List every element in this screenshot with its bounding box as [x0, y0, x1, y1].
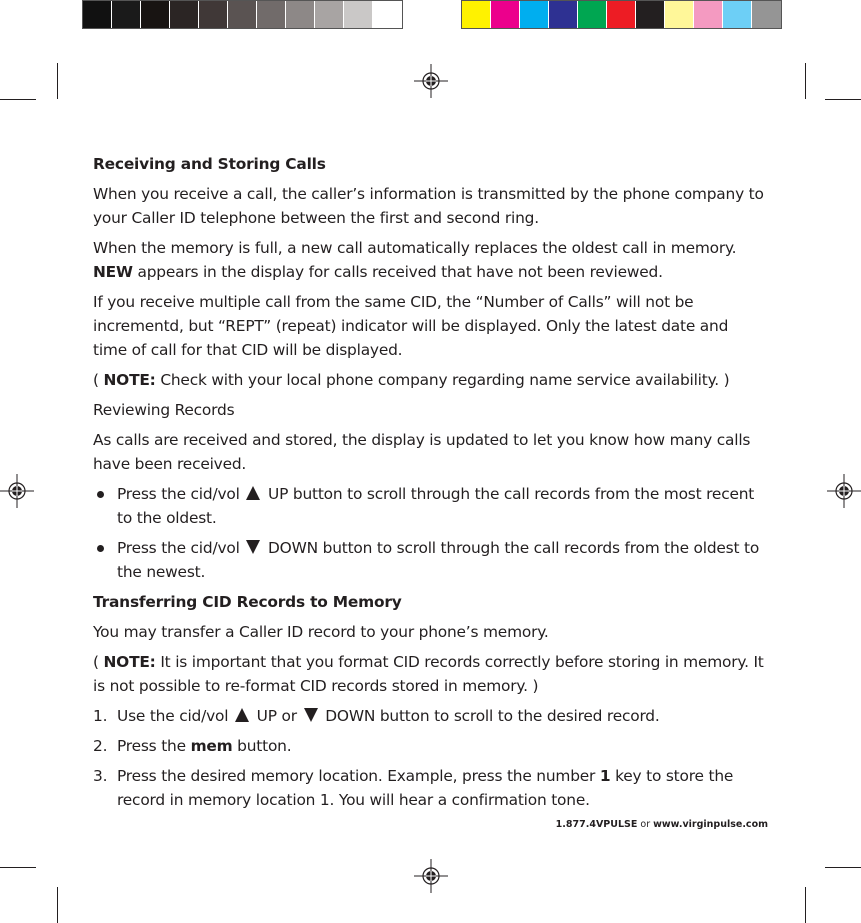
bullet-scroll-up — [93, 482, 765, 530]
color-swatch — [199, 1, 228, 28]
step-number: 1. — [93, 707, 108, 725]
step-text: Press the — [117, 737, 191, 755]
footer-or: or — [637, 819, 654, 830]
color-swatch — [286, 1, 315, 28]
bullet-text: Press the cid/vol — [117, 539, 245, 557]
color-swatch — [723, 1, 752, 28]
manual-page-content — [93, 152, 765, 818]
color-swatch — [112, 1, 141, 28]
step-text-end: key to store the record in memory location 1. You will hear a confirmation tone. — [117, 767, 734, 809]
step-1 — [93, 704, 765, 728]
step-text: Press the desired memory location. Example, press the number — [117, 767, 600, 785]
step-text-end: button. — [232, 737, 292, 755]
heading-receiving-storing: Receiving and Storing Calls — [93, 155, 326, 173]
grayscale-color-bar — [82, 0, 403, 29]
footer-website: www.virginpulse.com — [653, 819, 768, 830]
heading-transferring: Transferring CID Records to Memory — [93, 593, 402, 611]
paragraph-receive-call: When you receive a call, the caller’s information is transmitted by the phone company to your Caller ID telephone between the first and second ring. — [93, 185, 764, 227]
note-text: Check with your local phone company regarding name service availability. ) — [155, 371, 730, 389]
mem-key-label: mem — [190, 737, 233, 755]
note-format — [93, 650, 765, 698]
step-number: 3. — [93, 767, 108, 785]
color-swatch — [83, 1, 112, 28]
heading-reviewing-records: Reviewing Records — [93, 401, 235, 419]
memory-full-text-end: appears in the display for calls received that have not been reviewed. — [132, 263, 663, 281]
down-arrow-icon — [246, 540, 260, 554]
step-2 — [93, 734, 765, 758]
color-swatch — [665, 1, 694, 28]
note-label: NOTE: — [103, 653, 156, 671]
registration-mark-top-icon — [414, 64, 448, 98]
note-open: ( — [93, 371, 104, 389]
note-text: It is important that you format CID records correctly before storing in memory. It is not possible to re-format CID records stored in memory. ) — [93, 653, 764, 695]
bullet-icon — [97, 491, 104, 498]
registration-mark-right-icon — [827, 474, 861, 508]
color-swatch — [141, 1, 170, 28]
paragraph-memory-full — [93, 236, 765, 284]
color-swatch — [578, 1, 607, 28]
bullet-text-end: UP button to scroll through the call records from the most recent to the oldest. — [117, 485, 755, 527]
paragraph-reviewing: As calls are received and stored, the display is updated to let you know how many calls have been received. — [93, 431, 751, 473]
color-swatch — [607, 1, 636, 28]
color-swatch — [636, 1, 665, 28]
registration-mark-bottom-icon — [414, 859, 448, 893]
bullet-text-end: DOWN button to scroll through the call records from the oldest to the newest. — [117, 539, 760, 581]
paragraph-transfer: You may transfer a Caller ID record to your phone’s memory. — [93, 623, 549, 641]
step-number: 2. — [93, 737, 108, 755]
color-swatch — [344, 1, 373, 28]
number-key-label: 1 — [599, 767, 611, 785]
process-color-bar — [461, 0, 782, 29]
down-arrow-icon — [304, 708, 318, 722]
step-text-middle: UP or — [251, 707, 302, 725]
color-swatch — [170, 1, 199, 28]
up-arrow-icon — [246, 486, 260, 500]
note-name-service — [93, 368, 765, 392]
color-swatch — [549, 1, 578, 28]
footer-phone: 1.877.4VPULSE — [555, 819, 638, 830]
step-text-end: DOWN button to scroll to the desired record. — [320, 707, 660, 725]
up-arrow-icon — [235, 708, 249, 722]
bullet-text: Press the cid/vol — [117, 485, 245, 503]
step-text: Use the cid/vol — [117, 707, 233, 725]
note-open: ( — [93, 653, 104, 671]
color-swatch — [257, 1, 286, 28]
color-swatch — [315, 1, 344, 28]
color-swatch — [491, 1, 520, 28]
registration-mark-left-icon — [0, 474, 34, 508]
paragraph-multiple-calls: If you receive multiple call from the same CID, the “Number of Calls” will not be incrementd, but “REPT” (repeat) indicator will be displayed. Only the latest date and time of call for that CID will be displayed. — [93, 293, 729, 359]
color-swatch — [694, 1, 723, 28]
color-swatch — [373, 1, 402, 28]
color-swatch — [520, 1, 549, 28]
color-swatch — [752, 1, 781, 28]
note-label: NOTE: — [103, 371, 156, 389]
bullet-icon — [97, 545, 104, 552]
footer-contact — [556, 817, 768, 833]
color-swatch — [462, 1, 491, 28]
bullet-scroll-down — [93, 536, 765, 584]
memory-full-text: When the memory is full, a new call automatically replaces the oldest call in memory. — [93, 239, 737, 257]
step-3 — [93, 764, 765, 812]
new-indicator-label: NEW — [93, 263, 133, 281]
color-swatch — [228, 1, 257, 28]
